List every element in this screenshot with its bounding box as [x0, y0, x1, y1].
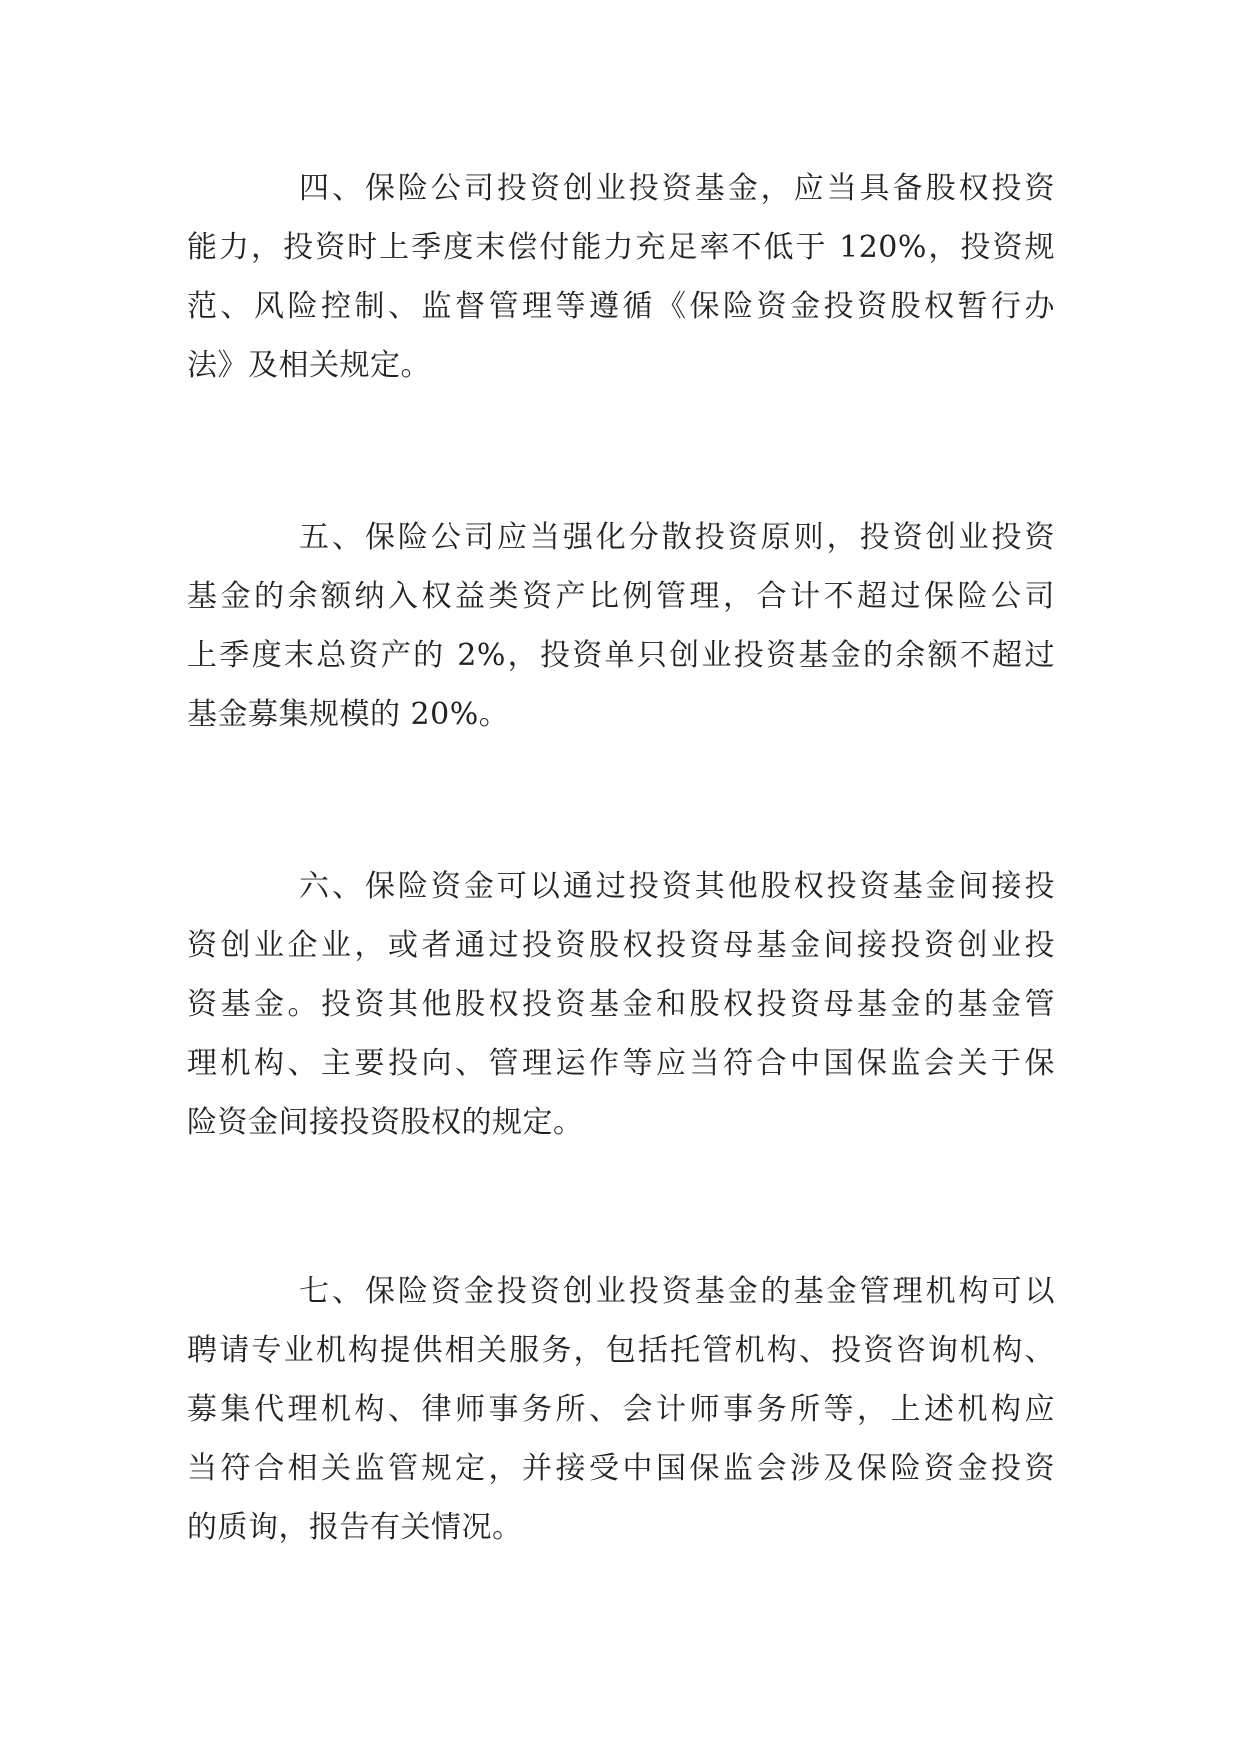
paragraph-line: 基金的余额纳入权益类资产比例管理，合计不超过保险公司 [187, 579, 1055, 614]
paragraph-line: 募集代理机构、律师事务所、会计师事务所等，上述机构应 [187, 1392, 1055, 1427]
paragraph-line: 基金募集规模的 20%。 [187, 697, 510, 732]
paragraph-line: 当符合相关监管规定，并接受中国保监会涉及保险资金投资 [187, 1451, 1055, 1486]
paragraph-line: 上季度末总资产的 2%，投资单只创业投资基金的余额不超过 [187, 638, 1055, 673]
paragraph-line: 能力，投资时上季度末偿付能力充足率不低于 120%，投资规 [187, 230, 1055, 265]
paragraph-article-7 [187, 1262, 1055, 1557]
paragraph-line: 法》及相关规定。 [187, 348, 431, 383]
paragraph-line: 六、保险资金可以通过投资其他股权投资基金间接投 [299, 869, 1055, 904]
paragraph-line: 七、保险资金投资创业投资基金的基金管理机构可以 [299, 1274, 1055, 1309]
paragraph-line: 理机构、主要投向、管理运作等应当符合中国保监会关于保 [187, 1046, 1055, 1081]
paragraph-line: 四、保险公司投资创业投资基金，应当具备股权投资 [299, 171, 1055, 206]
paragraph-line: 五、保险公司应当强化分散投资原则，投资创业投资 [299, 520, 1055, 555]
paragraph-line: 的质询，报告有关情况。 [187, 1510, 523, 1545]
paragraph-line: 资创业企业，或者通过投资股权投资母基金间接投资创业投 [187, 928, 1055, 963]
paragraph-line: 险资金间接投资股权的规定。 [187, 1105, 584, 1140]
paragraph-article-5 [187, 508, 1055, 744]
paragraph-article-6 [187, 857, 1055, 1152]
paragraph-article-4 [187, 159, 1055, 395]
paragraph-line: 聘请专业机构提供相关服务，包括托管机构、投资咨询机构、 [187, 1333, 1055, 1368]
paragraph-line: 资基金。投资其他股权投资基金和股权投资母基金的基金管 [187, 987, 1055, 1022]
paragraph-line: 范、风险控制、监督管理等遵循《保险资金投资股权暂行办 [187, 289, 1055, 324]
